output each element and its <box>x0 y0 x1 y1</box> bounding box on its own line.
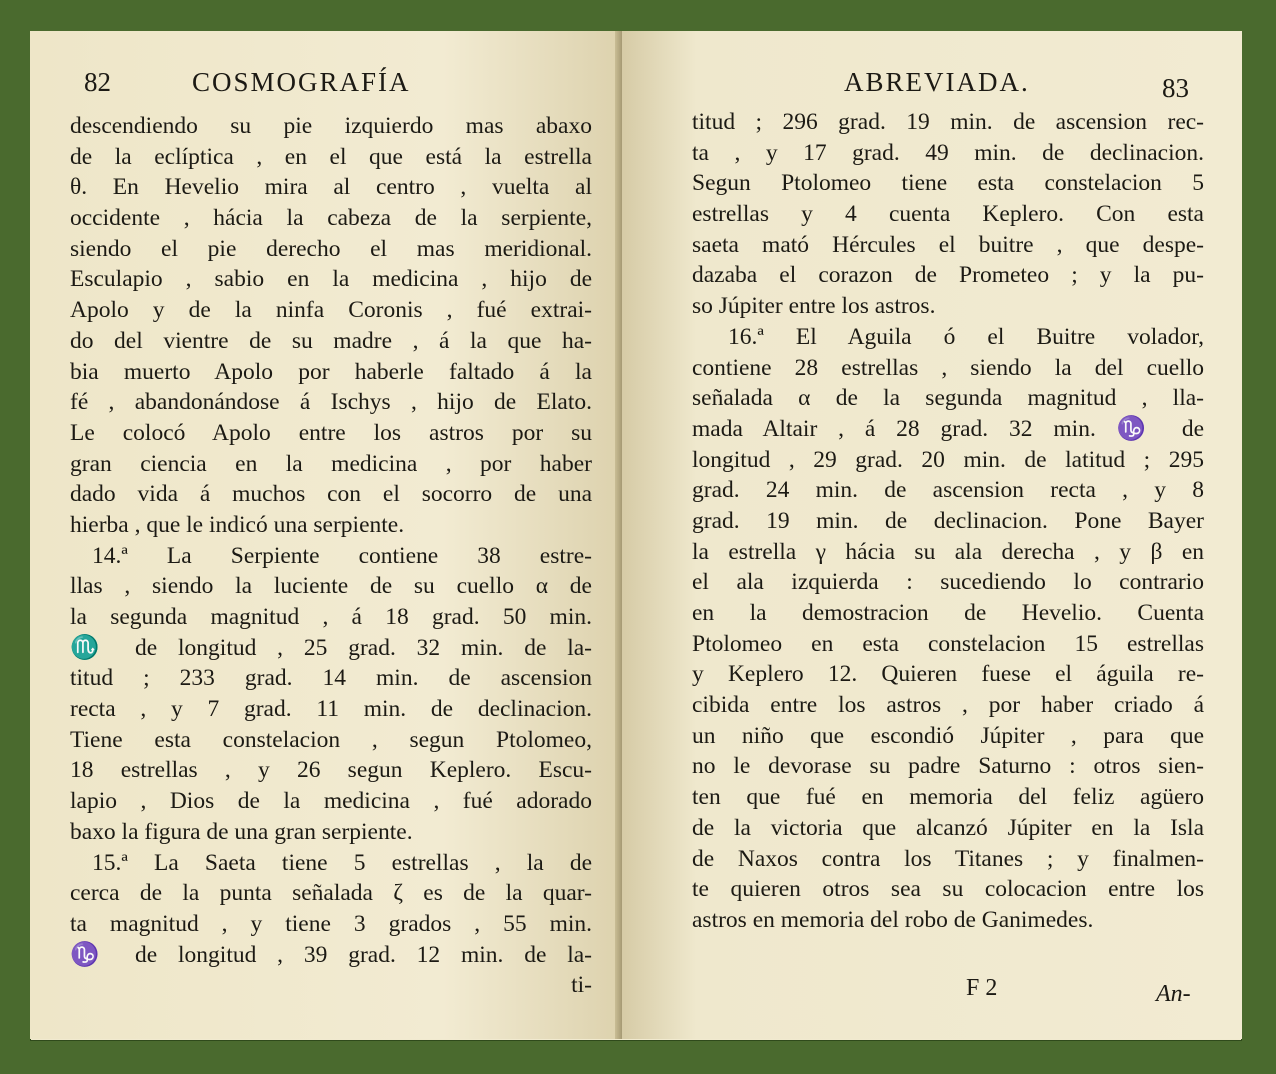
text-line: hierba , que le indicó una serpiente. <box>70 511 405 538</box>
text-line: Le colocó Apolo entre los astros por su <box>70 419 592 446</box>
text-line: no le devorase su padre Saturno : otros sien- <box>692 753 1204 780</box>
text-line: señalada α de la segunda magnitud , lla- <box>692 385 1204 412</box>
text-line: so Júpiter entre los astros. <box>692 293 936 320</box>
text-line: cibida entre los astros , por haber criado á <box>692 692 1204 719</box>
text-line: lapio , Dios de la medicina , fué adorado <box>70 788 592 815</box>
text-line: grad. 24 min. de ascension recta , y 8 <box>692 477 1204 504</box>
text-line: do del vientre de su madre , á la que ha- <box>70 327 592 354</box>
text-line: ta , y 17 grad. 49 min. de declinacion. <box>692 139 1204 166</box>
text-line: Tiene esta constelacion , segun Ptolomeo, <box>70 726 592 753</box>
text-line: recta , y 7 grad. 11 min. de declinacion. <box>70 696 592 723</box>
text-line: fé , abandonándose á Ischys , hijo de Elato. <box>70 389 592 416</box>
left-page <box>30 31 620 1039</box>
text-line: cerca de la punta señalada ζ es de la quar- <box>70 880 592 907</box>
text-line: ten que fué en memoria del feliz agüero <box>692 784 1204 811</box>
right-page-number: 83 <box>1162 73 1189 103</box>
text-line: dazaba el corazon de Prometeo ; y la pu- <box>692 262 1204 289</box>
text-line: te quieren otros sea su colocacion entre los <box>692 876 1204 903</box>
text-line: θ. En Hevelio mira al centro , vuelta al <box>70 174 592 201</box>
text-line: ta magnitud , y tiene 3 grados , 55 min. <box>70 910 592 937</box>
text-line: occidente , hácia la cabeza de la serpiente, <box>70 205 592 232</box>
text-line: titud ; 233 grad. 14 min. de ascension <box>70 665 592 692</box>
text-line: ♏ de longitud , 25 grad. 32 min. de la- <box>70 634 592 661</box>
text-line: 18 estrellas , y 26 segun Keplero. Escu- <box>70 757 592 784</box>
text-line: y Keplero 12. Quieren fuese el águila re- <box>692 661 1204 688</box>
text-line: un niño que escondió Júpiter , para que <box>692 722 1204 749</box>
text-line: Ptolomeo en esta constelacion 15 estrellas <box>692 630 1204 657</box>
text-line: 14.ª La Serpiente contiene 38 estre- <box>92 542 592 569</box>
text-line: descendiendo su pie izquierdo mas abaxo <box>70 113 592 139</box>
text-line: mada Altair , á 28 grad. 32 min. ♑ de <box>692 415 1204 442</box>
text-line: gran ciencia en la medicina , por haber <box>70 450 592 477</box>
right-page <box>622 31 1242 1039</box>
text-line: 16.ª El Aguila ó el Buitre volador, <box>728 323 1204 350</box>
text-line: de Naxos contra los Titanes ; y finalmen- <box>692 845 1204 872</box>
text-line: titud ; 296 grad. 19 min. de ascension rec- <box>692 109 1204 135</box>
text-line: bia muerto Apolo por haberle faltado á la <box>70 358 592 385</box>
left-text-block <box>70 111 592 1001</box>
text-line: grad. 19 min. de declinacion. Pone Bayer <box>692 507 1204 534</box>
right-text-block <box>692 107 1204 936</box>
text-line: saeta mató Hércules el buitre , que despe- <box>692 231 1204 258</box>
catchword: ti- <box>571 972 592 999</box>
text-line: baxo la figura de una gran serpiente. <box>70 818 413 845</box>
text-line: la estrella γ hácia su ala derecha , y β en <box>692 538 1204 565</box>
text-line: Apolo y de la ninfa Coronis , fué extrai- <box>70 297 592 324</box>
left-page-number: 82 <box>84 67 111 97</box>
book-spread <box>30 31 1242 1041</box>
signature-mark: F 2 <box>966 975 998 1001</box>
text-line: contiene 28 estrellas , siendo la del cuello <box>692 354 1204 381</box>
text-line: llas , siendo la luciente de su cuello α de <box>70 573 592 600</box>
text-line: 15.ª La Saeta tiene 5 estrellas , la de <box>92 849 592 876</box>
text-line: Segun Ptolomeo tiene esta constelacion 5 <box>692 170 1204 197</box>
right-running-head: ABREVIADA. <box>844 67 1030 97</box>
catchword: An- <box>1156 981 1191 1007</box>
text-line: longitud , 29 grad. 20 min. de latitud ; 295 <box>692 446 1204 473</box>
left-running-head: COSMOGRAFÍA <box>192 67 411 97</box>
text-line: siendo el pie derecho el mas meridional. <box>70 235 592 262</box>
text-line: de la eclíptica , en el que está la estrella <box>70 143 592 170</box>
text-line: ♑ de longitud , 39 grad. 12 min. de la- <box>70 941 592 968</box>
text-line: dado vida á muchos con el socorro de una <box>70 481 592 508</box>
text-line: en la demostracion de Hevelio. Cuenta <box>692 600 1204 626</box>
text-line: estrellas y 4 cuenta Keplero. Con esta <box>692 201 1204 228</box>
text-line: Esculapio , sabio en la medicina , hijo de <box>70 266 592 293</box>
text-line: astros en memoria del robo de Ganimedes. <box>692 906 1094 933</box>
text-line: el ala izquierda : sucediendo lo contrario <box>692 569 1204 596</box>
text-line: de la victoria que alcanzó Júpiter en la Isla <box>692 814 1204 841</box>
text-line: la segunda magnitud , á 18 grad. 50 min. <box>70 604 592 630</box>
